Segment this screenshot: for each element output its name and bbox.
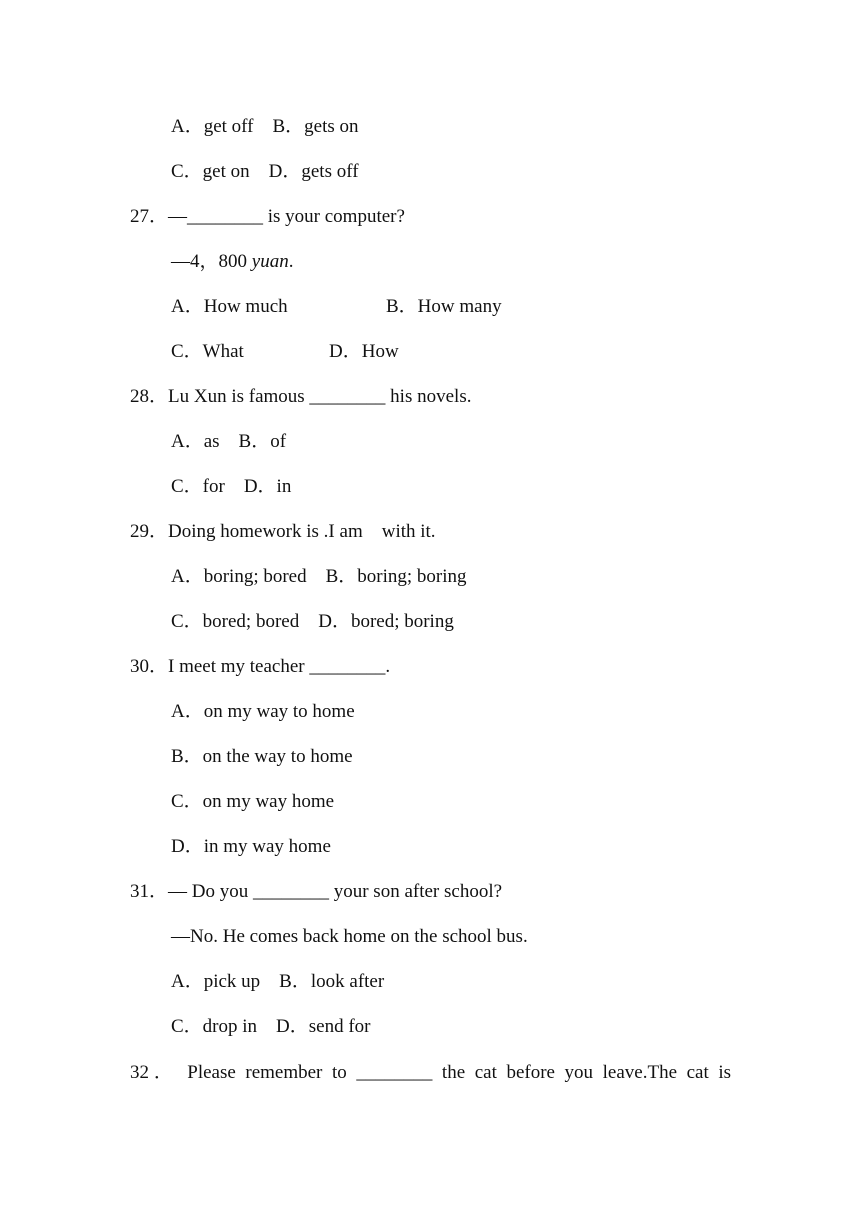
q27-answer-price: —4，800 bbox=[171, 251, 252, 272]
q28-options-cd: C．for D．in bbox=[171, 476, 292, 497]
q30-option-b: B．on the way to home bbox=[171, 746, 353, 767]
q31-stem: 31．— Do you ________ your son after school? bbox=[130, 881, 503, 902]
q32-stem: 32． Please remember to ________ the cat before you leave.The cat is bbox=[130, 1062, 731, 1083]
q27-answer-unit: yuan bbox=[251, 251, 289, 272]
q31-options-cd: C．drop in D．send for bbox=[171, 1016, 371, 1037]
q29-stem: 29．Doing homework is .I am with it. bbox=[130, 521, 436, 542]
q27-option-d: D．How bbox=[329, 341, 399, 362]
q29-options-cd: C．bored; bored D．bored; boring bbox=[171, 611, 454, 632]
q27-option-b: B．How many bbox=[386, 296, 502, 317]
q27-answer-period: . bbox=[288, 251, 294, 272]
q30-option-d: D．in my way home bbox=[171, 836, 331, 857]
q27-stem: 27．—________ is your computer? bbox=[130, 206, 405, 227]
q27-option-c: C．What bbox=[171, 341, 244, 362]
q31-options-ab: A．pick up B．look after bbox=[171, 971, 385, 992]
q26-options-ab: A．get off B．gets on bbox=[171, 116, 359, 137]
q31-answer-line: —No. He comes back home on the school bus. bbox=[171, 926, 528, 947]
q26-options-cd: C．get on D．gets off bbox=[171, 161, 359, 182]
q27-answer-line bbox=[171, 251, 293, 273]
q27-option-a: A．How much bbox=[171, 296, 288, 317]
q30-option-c: C．on my way home bbox=[171, 791, 335, 812]
q29-options-ab: A．boring; bored B．boring; boring bbox=[171, 566, 467, 587]
q28-options-ab: A．as B．of bbox=[171, 431, 287, 452]
q28-stem: 28．Lu Xun is famous ________ his novels. bbox=[130, 386, 472, 407]
q30-option-a: A．on my way to home bbox=[171, 701, 355, 722]
q30-stem: 30．I meet my teacher ________. bbox=[130, 656, 391, 677]
